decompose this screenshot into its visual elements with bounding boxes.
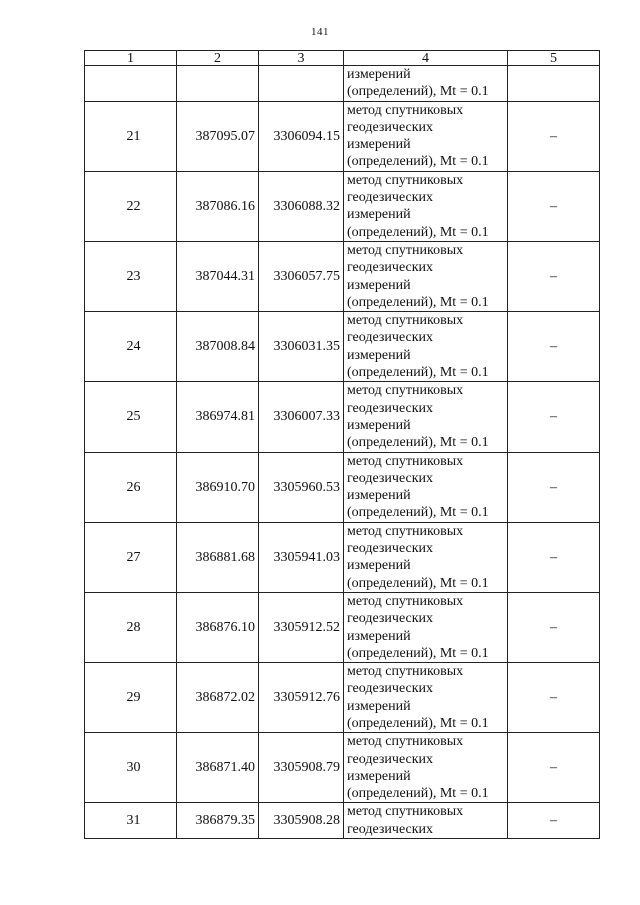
cell-y: 3305912.76 (259, 663, 344, 733)
table-row (85, 312, 600, 382)
cell-note: – (508, 663, 600, 733)
cell-y: 3305912.52 (259, 592, 344, 662)
cell-x (177, 66, 259, 102)
cell-point: 21 (85, 101, 177, 171)
cell-method (344, 803, 508, 839)
method-line: геодезических (347, 190, 434, 206)
cell-x: 387008.84 (177, 312, 259, 382)
cell-note: – (508, 592, 600, 662)
cell-method (344, 592, 508, 662)
method-line: метод спутниковых (347, 593, 464, 609)
cell-method (344, 733, 508, 803)
method-line: метод спутниковых (347, 453, 464, 469)
cell-point: 28 (85, 592, 177, 662)
cell-method (344, 171, 508, 241)
cell-y: 3306094.15 (259, 101, 344, 171)
table-row (85, 241, 600, 311)
cell-method (344, 522, 508, 592)
method-line: метод спутниковых (347, 523, 464, 539)
page-number: 141 (311, 26, 329, 38)
cell-y: 3306031.35 (259, 312, 344, 382)
method-line: (определений), Mt = 0.1 (347, 224, 489, 240)
cell-point: 31 (85, 803, 177, 839)
table-row (85, 171, 600, 241)
table-row (85, 101, 600, 171)
method-line: метод спутниковых (347, 102, 464, 118)
method-line: измерений (347, 488, 411, 504)
cell-y: 3305960.53 (259, 452, 344, 522)
cell-point: 30 (85, 733, 177, 803)
cell-note (508, 66, 600, 102)
method-line: измерений (347, 698, 411, 714)
table-row (85, 663, 600, 733)
cell-method (344, 312, 508, 382)
method-line: (определений), Mt = 0.1 (347, 505, 489, 521)
method-line: (определений), Mt = 0.1 (347, 435, 489, 451)
table-row (85, 452, 600, 522)
cell-x: 387095.07 (177, 101, 259, 171)
cell-point: 24 (85, 312, 177, 382)
method-line: метод спутниковых (347, 313, 464, 329)
method-line: (определений), Mt = 0.1 (347, 715, 489, 731)
method-line: геодезических (347, 119, 434, 135)
method-line: (определений), Mt = 0.1 (347, 365, 489, 381)
table-row (85, 522, 600, 592)
table-row (85, 592, 600, 662)
cell-x: 386871.40 (177, 733, 259, 803)
cell-point: 25 (85, 382, 177, 452)
cell-method (344, 452, 508, 522)
coordinates-table (84, 50, 600, 839)
header-col-2: 2 (177, 51, 259, 66)
method-line: геодезических (347, 751, 434, 767)
method-line: (определений), Mt = 0.1 (347, 154, 489, 170)
cell-x: 387086.16 (177, 171, 259, 241)
cell-note: – (508, 452, 600, 522)
cell-method (344, 66, 508, 102)
method-line: геодезических (347, 400, 434, 416)
cell-x: 386974.81 (177, 382, 259, 452)
cell-note: – (508, 803, 600, 839)
cell-note: – (508, 382, 600, 452)
method-line: метод спутниковых (347, 804, 464, 820)
cell-method (344, 382, 508, 452)
cell-point: 27 (85, 522, 177, 592)
header-col-3: 3 (259, 51, 344, 66)
method-line: измерений (347, 417, 411, 433)
method-line: (определений), Mt = 0.1 (347, 786, 489, 802)
method-line: (определений), Mt = 0.1 (347, 84, 489, 100)
cell-x: 386881.68 (177, 522, 259, 592)
cell-y: 3305908.79 (259, 733, 344, 803)
method-line: геодезических (347, 611, 434, 627)
cell-y: 3305908.28 (259, 803, 344, 839)
cell-x: 386876.10 (177, 592, 259, 662)
cell-method (344, 241, 508, 311)
method-line: геодезических (347, 470, 434, 486)
cell-x: 386910.70 (177, 452, 259, 522)
cell-note: – (508, 101, 600, 171)
method-line: измерений (347, 628, 411, 644)
cell-note: – (508, 171, 600, 241)
table-row (85, 382, 600, 452)
cell-y (259, 66, 344, 102)
method-line: метод спутниковых (347, 242, 464, 258)
cell-note: – (508, 522, 600, 592)
cell-point: 22 (85, 171, 177, 241)
cell-method (344, 663, 508, 733)
method-line: измерений (347, 67, 411, 82)
method-line: метод спутниковых (347, 383, 464, 399)
method-line: метод спутниковых (347, 734, 464, 750)
method-line: измерений (347, 277, 411, 293)
method-line: измерений (347, 137, 411, 153)
cell-note: – (508, 733, 600, 803)
cell-x: 386872.02 (177, 663, 259, 733)
header-col-5: 5 (508, 51, 600, 66)
cell-x: 387044.31 (177, 241, 259, 311)
method-line: геодезических (347, 330, 434, 346)
cell-method (344, 101, 508, 171)
method-line: метод спутниковых (347, 664, 464, 680)
method-line: (определений), Mt = 0.1 (347, 294, 489, 310)
table-row-continuation (85, 66, 600, 102)
table-header-row (85, 51, 600, 66)
method-line: измерений (347, 347, 411, 363)
method-line: (определений), Mt = 0.1 (347, 575, 489, 591)
cell-point (85, 66, 177, 102)
method-line: измерений (347, 207, 411, 223)
method-line: геодезических (347, 260, 434, 276)
cell-note: – (508, 241, 600, 311)
cell-y: 3306007.33 (259, 382, 344, 452)
cell-y: 3305941.03 (259, 522, 344, 592)
cell-point: 23 (85, 241, 177, 311)
method-line: измерений (347, 558, 411, 574)
cell-x: 386879.35 (177, 803, 259, 839)
method-line: геодезических (347, 681, 434, 697)
cell-point: 29 (85, 663, 177, 733)
method-line: геодезических (347, 821, 434, 837)
cell-note: – (508, 312, 600, 382)
cell-point: 26 (85, 452, 177, 522)
method-line: геодезических (347, 541, 434, 557)
table-row (85, 733, 600, 803)
method-line: метод спутниковых (347, 172, 464, 188)
cell-y: 3306057.75 (259, 241, 344, 311)
header-col-1: 1 (85, 51, 177, 66)
header-col-4: 4 (344, 51, 508, 66)
table-row (85, 803, 600, 839)
method-line: (определений), Mt = 0.1 (347, 645, 489, 661)
cell-y: 3306088.32 (259, 171, 344, 241)
method-line: измерений (347, 768, 411, 784)
